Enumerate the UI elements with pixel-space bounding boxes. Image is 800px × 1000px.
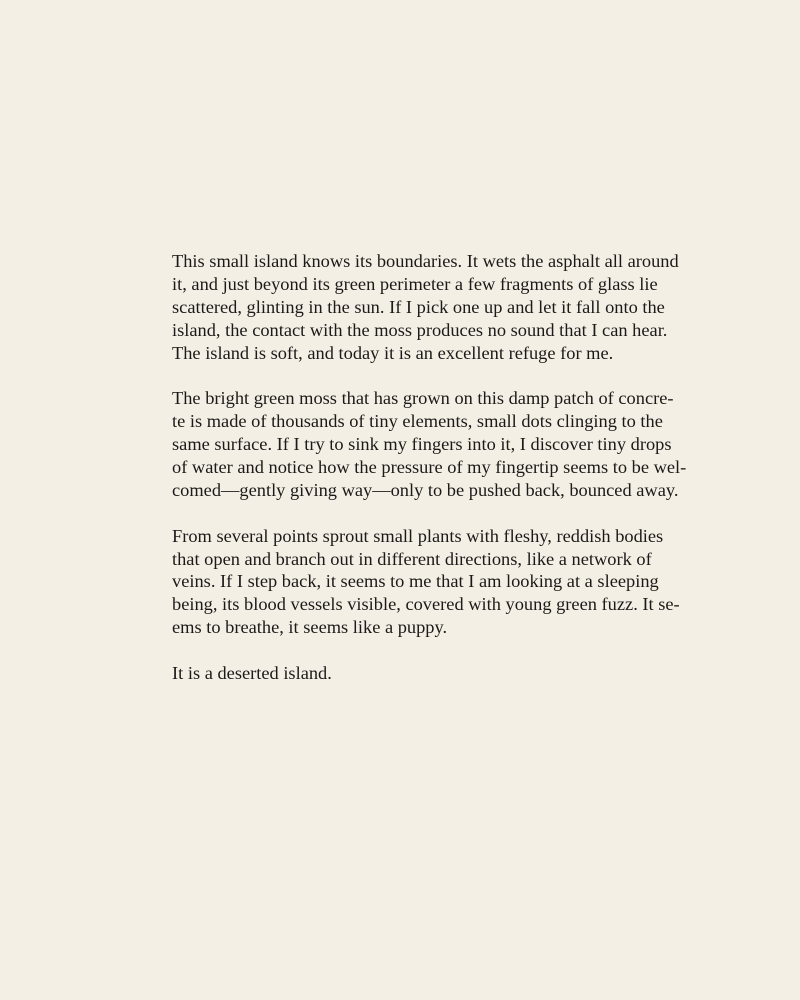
paragraph-2: [172, 387, 687, 501]
text-line: being, its blood vessels visible, covered with young green fuzz. It se-: [172, 594, 680, 615]
text-line: comed—gently giving way—only to be pushed back, bounced away.: [172, 479, 679, 500]
text-line: scattered, glinting in the sun. If I pick one up and let it fall onto the: [172, 296, 665, 317]
text-line: From several points sprout small plants with fleshy, reddish bodies: [172, 525, 664, 546]
text-line: it, and just beyond its green perimeter a few fragments of glass lie: [172, 273, 658, 294]
text-line: that open and branch out in different directions, like a network of: [172, 548, 652, 569]
text-line: This small island knows its boundaries. It wets the asphalt all around: [172, 251, 679, 271]
text-line: The island is soft, and today it is an excellent refuge for me.: [172, 342, 614, 363]
text-line: island, the contact with the moss produces no sound that I can hear.: [172, 319, 668, 340]
paragraph-4: [172, 662, 630, 685]
text-line: ems to breathe, it seems like a puppy.: [172, 617, 448, 638]
text-line: same surface. If I try to sink my fingers into it, I discover tiny drops: [172, 434, 672, 455]
body-text: [172, 250, 687, 708]
paragraph-1: [172, 250, 679, 364]
text-line: of water and notice how the pressure of my fingertip seems to be wel-: [172, 457, 687, 478]
text-line: The bright green moss that has grown on this damp patch of concre-: [172, 388, 674, 409]
text-line: veins. If I step back, it seems to me that I am looking at a sleeping: [172, 571, 659, 592]
text-line: te is made of thousands of tiny elements, small dots clinging to the: [172, 411, 663, 432]
paragraph-3: [172, 525, 680, 639]
text-line: It is a deserted island.: [172, 663, 332, 684]
